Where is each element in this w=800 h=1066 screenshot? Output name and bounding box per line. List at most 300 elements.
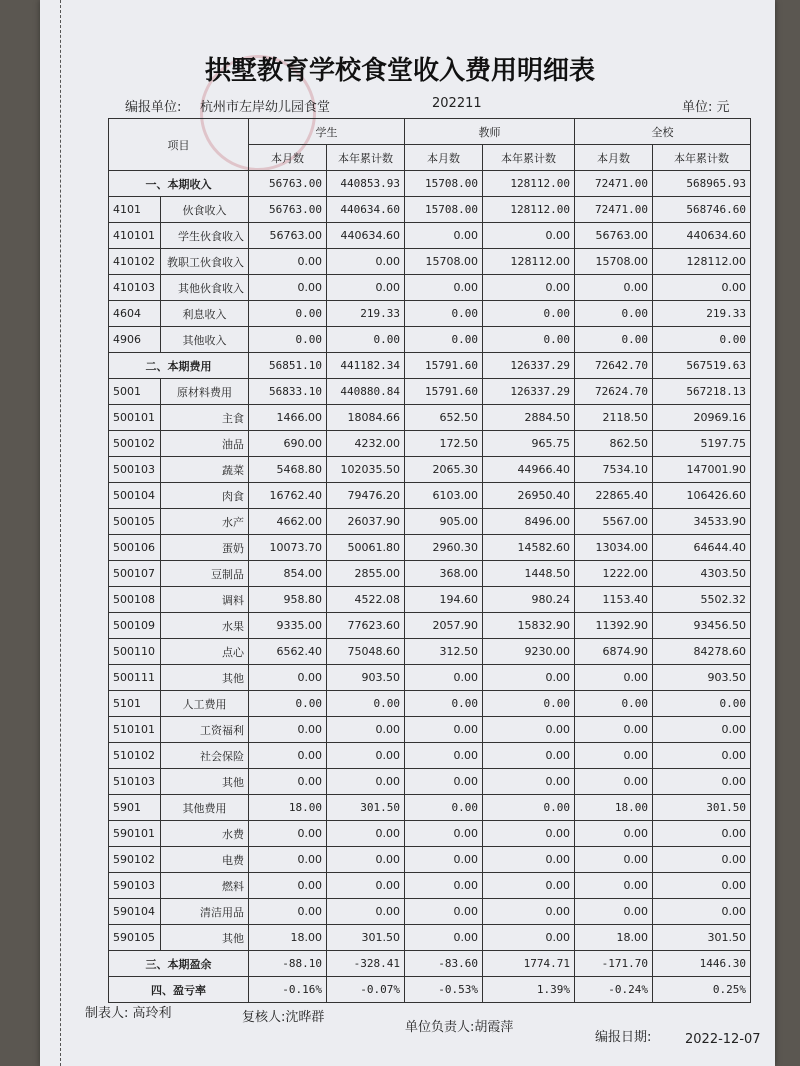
value-cell: 0.00 — [483, 743, 575, 769]
account-name: 豆制品 — [161, 561, 249, 587]
value-cell: -0.24% — [575, 977, 653, 1003]
value-cell: 0.00 — [249, 691, 327, 717]
unit-head: 单位负责人:胡霞萍 — [405, 1020, 514, 1035]
value-cell: 0.00 — [575, 275, 653, 301]
table-row — [109, 639, 751, 665]
value-cell: 0.00 — [483, 847, 575, 873]
value-cell: 0.00 — [327, 847, 405, 873]
value-cell: 0.00 — [575, 821, 653, 847]
value-cell: 77623.60 — [327, 613, 405, 639]
value-cell: 441182.34 — [327, 353, 405, 379]
value-cell: 0.00 — [327, 769, 405, 795]
table-row — [109, 301, 751, 327]
value-cell: 368.00 — [405, 561, 483, 587]
value-cell: 44966.40 — [483, 457, 575, 483]
value-cell: 0.00 — [405, 691, 483, 717]
account-name: 主食 — [161, 405, 249, 431]
value-cell: 0.00 — [249, 327, 327, 353]
value-cell: 690.00 — [249, 431, 327, 457]
report-period: 202211 — [432, 96, 482, 111]
value-cell: 15708.00 — [575, 249, 653, 275]
value-cell: 0.00 — [483, 795, 575, 821]
value-cell: 6562.40 — [249, 639, 327, 665]
value-cell: 0.00 — [405, 223, 483, 249]
account-code: 500104 — [109, 483, 161, 509]
value-cell: 15791.60 — [405, 353, 483, 379]
account-code: 500107 — [109, 561, 161, 587]
value-cell: 440880.84 — [327, 379, 405, 405]
header-year: 本年累计数 — [653, 145, 751, 171]
table-row — [109, 197, 751, 223]
value-cell: 4303.50 — [653, 561, 751, 587]
value-cell: 0.00 — [483, 769, 575, 795]
value-cell: 2057.90 — [405, 613, 483, 639]
table-row — [109, 509, 751, 535]
account-code: 5001 — [109, 379, 161, 405]
value-cell: 5502.32 — [653, 587, 751, 613]
value-cell: 440634.60 — [327, 223, 405, 249]
value-cell: 15708.00 — [405, 249, 483, 275]
value-cell: 2118.50 — [575, 405, 653, 431]
table-row — [109, 795, 751, 821]
header-item: 项目 — [109, 119, 249, 171]
table-row — [109, 483, 751, 509]
account-code: 410101 — [109, 223, 161, 249]
value-cell: 1466.00 — [249, 405, 327, 431]
account-name: 清洁用品 — [161, 899, 249, 925]
account-name: 其他 — [161, 769, 249, 795]
account-code: 500101 — [109, 405, 161, 431]
value-cell: 2855.00 — [327, 561, 405, 587]
value-cell: 128112.00 — [483, 197, 575, 223]
value-cell: 567218.13 — [653, 379, 751, 405]
account-code: 4906 — [109, 327, 161, 353]
value-cell: 652.50 — [405, 405, 483, 431]
header-month: 本月数 — [575, 145, 653, 171]
value-cell: 0.00 — [575, 327, 653, 353]
value-cell: 0.00 — [405, 665, 483, 691]
value-cell: 0.00 — [249, 249, 327, 275]
value-cell: 0.00 — [327, 249, 405, 275]
maker: 制表人: 高玲利 — [85, 1006, 172, 1021]
account-code: 510103 — [109, 769, 161, 795]
value-cell: 128112.00 — [653, 249, 751, 275]
value-cell: 9230.00 — [483, 639, 575, 665]
account-code: 5901 — [109, 795, 161, 821]
table-row — [109, 691, 751, 717]
table-row — [109, 899, 751, 925]
value-cell: 0.00 — [405, 925, 483, 951]
value-cell: 0.00 — [327, 899, 405, 925]
detail-table — [108, 118, 751, 1003]
account-name: 其他费用 — [161, 795, 249, 821]
value-cell: 0.00 — [405, 847, 483, 873]
value-cell: 0.00 — [575, 899, 653, 925]
unit-label: 编报单位: — [125, 100, 182, 115]
table-row — [109, 925, 751, 951]
value-cell: 102035.50 — [327, 457, 405, 483]
table-row — [109, 457, 751, 483]
value-cell: 0.00 — [483, 223, 575, 249]
value-cell: 0.00 — [249, 743, 327, 769]
value-cell: 0.00 — [653, 275, 751, 301]
value-cell: 0.00 — [327, 743, 405, 769]
value-cell: 1153.40 — [575, 587, 653, 613]
value-cell: 56763.00 — [575, 223, 653, 249]
account-name: 油品 — [161, 431, 249, 457]
value-cell: 568746.60 — [653, 197, 751, 223]
account-name: 利息收入 — [161, 301, 249, 327]
value-cell: 0.00 — [575, 665, 653, 691]
value-cell: 18.00 — [575, 795, 653, 821]
account-code: 500103 — [109, 457, 161, 483]
value-cell: 0.00 — [483, 821, 575, 847]
value-cell: 0.00 — [483, 665, 575, 691]
value-cell: 854.00 — [249, 561, 327, 587]
table-row — [109, 743, 751, 769]
table-row — [109, 613, 751, 639]
value-cell: 56763.00 — [249, 171, 327, 197]
value-cell: 4662.00 — [249, 509, 327, 535]
value-cell: 1.39% — [483, 977, 575, 1003]
value-cell: 0.00 — [249, 847, 327, 873]
value-cell: 93456.50 — [653, 613, 751, 639]
table-row — [109, 665, 751, 691]
value-cell: 0.00 — [653, 717, 751, 743]
value-cell: 301.50 — [653, 795, 751, 821]
table-row — [109, 275, 751, 301]
value-cell: 172.50 — [405, 431, 483, 457]
value-cell: 15708.00 — [405, 171, 483, 197]
value-cell: 106426.60 — [653, 483, 751, 509]
value-cell: 5468.80 — [249, 457, 327, 483]
value-cell: 15708.00 — [405, 197, 483, 223]
account-name: 原材料费用 — [161, 379, 249, 405]
value-cell: 301.50 — [327, 925, 405, 951]
value-cell: 301.50 — [327, 795, 405, 821]
value-cell: 2065.30 — [405, 457, 483, 483]
value-cell: 0.00 — [483, 301, 575, 327]
table-row — [109, 847, 751, 873]
value-cell: 64644.40 — [653, 535, 751, 561]
value-cell: 0.00 — [405, 327, 483, 353]
value-cell: 79476.20 — [327, 483, 405, 509]
value-cell: 0.00 — [575, 847, 653, 873]
account-name: 蛋奶 — [161, 535, 249, 561]
value-cell: 0.00 — [483, 275, 575, 301]
value-cell: 0.00 — [405, 275, 483, 301]
value-cell: 0.00 — [653, 769, 751, 795]
value-cell: 0.00 — [405, 899, 483, 925]
value-cell: 128112.00 — [483, 249, 575, 275]
account-code: 5101 — [109, 691, 161, 717]
value-cell: 194.60 — [405, 587, 483, 613]
value-cell: -83.60 — [405, 951, 483, 977]
value-cell: 0.00 — [483, 327, 575, 353]
value-cell: 0.00 — [405, 873, 483, 899]
account-code: 500106 — [109, 535, 161, 561]
value-cell: 0.00 — [575, 301, 653, 327]
account-name: 水果 — [161, 613, 249, 639]
value-cell: 0.00 — [653, 821, 751, 847]
value-cell: 72624.70 — [575, 379, 653, 405]
value-cell: 56763.00 — [249, 197, 327, 223]
value-cell: 0.00 — [483, 873, 575, 899]
value-cell: 72471.00 — [575, 197, 653, 223]
value-cell: 50061.80 — [327, 535, 405, 561]
value-cell: 0.00 — [405, 743, 483, 769]
value-cell: 2960.30 — [405, 535, 483, 561]
account-code: 590101 — [109, 821, 161, 847]
value-cell: 2884.50 — [483, 405, 575, 431]
account-name: 点心 — [161, 639, 249, 665]
value-cell: 219.33 — [327, 301, 405, 327]
value-cell: 15791.60 — [405, 379, 483, 405]
value-cell: 0.00 — [483, 899, 575, 925]
value-cell: 440634.60 — [653, 223, 751, 249]
account-name: 蔬菜 — [161, 457, 249, 483]
account-code: 500110 — [109, 639, 161, 665]
value-cell: -328.41 — [327, 951, 405, 977]
value-cell: 15832.90 — [483, 613, 575, 639]
table-row — [109, 379, 751, 405]
unit-name: 杭州市左岸幼儿园食堂 — [200, 100, 331, 115]
value-cell: 20969.16 — [653, 405, 751, 431]
value-cell: 4522.08 — [327, 587, 405, 613]
value-cell: 903.50 — [653, 665, 751, 691]
account-name: 水费 — [161, 821, 249, 847]
table-row — [109, 327, 751, 353]
table-row — [109, 249, 751, 275]
section-label: 四、盈亏率 — [109, 977, 249, 1003]
value-cell: -0.53% — [405, 977, 483, 1003]
account-name: 肉食 — [161, 483, 249, 509]
table-row — [109, 821, 751, 847]
value-cell: 0.00 — [653, 691, 751, 717]
account-name: 燃料 — [161, 873, 249, 899]
value-cell: 958.80 — [249, 587, 327, 613]
account-code: 410103 — [109, 275, 161, 301]
account-name: 社会保险 — [161, 743, 249, 769]
value-cell: 0.00 — [249, 275, 327, 301]
value-cell: 0.00 — [327, 717, 405, 743]
table-row — [109, 951, 751, 977]
account-code: 410102 — [109, 249, 161, 275]
table-row — [109, 171, 751, 197]
account-name: 调料 — [161, 587, 249, 613]
value-cell: 11392.90 — [575, 613, 653, 639]
value-cell: 1446.30 — [653, 951, 751, 977]
value-cell: 0.00 — [653, 899, 751, 925]
value-cell: 1222.00 — [575, 561, 653, 587]
value-cell: 0.00 — [575, 769, 653, 795]
value-cell: 0.00 — [483, 691, 575, 717]
header-month: 本月数 — [249, 145, 327, 171]
account-name: 其他收入 — [161, 327, 249, 353]
value-cell: 567519.63 — [653, 353, 751, 379]
value-cell: 10073.70 — [249, 535, 327, 561]
value-cell: 16762.40 — [249, 483, 327, 509]
account-code: 500102 — [109, 431, 161, 457]
value-cell: 568965.93 — [653, 171, 751, 197]
currency-unit: 单位: 元 — [682, 100, 730, 115]
perforation-line — [60, 0, 61, 1066]
value-cell: 0.00 — [653, 743, 751, 769]
table-row — [109, 977, 751, 1003]
value-cell: 18.00 — [249, 925, 327, 951]
value-cell: 0.00 — [249, 873, 327, 899]
header-group-student: 学生 — [249, 119, 405, 145]
value-cell: 312.50 — [405, 639, 483, 665]
value-cell: 301.50 — [653, 925, 751, 951]
value-cell: 18084.66 — [327, 405, 405, 431]
value-cell: 0.00 — [327, 327, 405, 353]
value-cell: 862.50 — [575, 431, 653, 457]
date-label: 编报日期: — [595, 1030, 652, 1045]
value-cell: 9335.00 — [249, 613, 327, 639]
value-cell: 0.00 — [405, 717, 483, 743]
value-cell: 0.00 — [249, 665, 327, 691]
value-cell: 7534.10 — [575, 457, 653, 483]
value-cell: 0.00 — [405, 795, 483, 821]
value-cell: 4232.00 — [327, 431, 405, 457]
value-cell: 5567.00 — [575, 509, 653, 535]
value-cell: -0.16% — [249, 977, 327, 1003]
account-name: 其他伙食收入 — [161, 275, 249, 301]
value-cell: 440853.93 — [327, 171, 405, 197]
value-cell: 8496.00 — [483, 509, 575, 535]
account-code: 4101 — [109, 197, 161, 223]
value-cell: 72471.00 — [575, 171, 653, 197]
value-cell: 0.00 — [405, 301, 483, 327]
value-cell: -0.07% — [327, 977, 405, 1003]
value-cell: 0.00 — [575, 873, 653, 899]
value-cell: 0.00 — [327, 873, 405, 899]
account-code: 590104 — [109, 899, 161, 925]
value-cell: 5197.75 — [653, 431, 751, 457]
value-cell: 0.00 — [575, 691, 653, 717]
value-cell: 56851.10 — [249, 353, 327, 379]
account-name: 其他 — [161, 665, 249, 691]
section-label: 二、本期费用 — [109, 353, 249, 379]
value-cell: 34533.90 — [653, 509, 751, 535]
value-cell: 22865.40 — [575, 483, 653, 509]
value-cell: 965.75 — [483, 431, 575, 457]
value-cell: 0.25% — [653, 977, 751, 1003]
value-cell: 0.00 — [405, 821, 483, 847]
table-row — [109, 587, 751, 613]
account-code: 500108 — [109, 587, 161, 613]
account-code: 590102 — [109, 847, 161, 873]
value-cell: 0.00 — [405, 769, 483, 795]
account-code: 500105 — [109, 509, 161, 535]
value-cell: 903.50 — [327, 665, 405, 691]
value-cell: 26037.90 — [327, 509, 405, 535]
value-cell: 0.00 — [483, 717, 575, 743]
account-code: 510102 — [109, 743, 161, 769]
value-cell: 75048.60 — [327, 639, 405, 665]
value-cell: 72642.70 — [575, 353, 653, 379]
account-name: 其他 — [161, 925, 249, 951]
table-row — [109, 873, 751, 899]
value-cell: 0.00 — [575, 717, 653, 743]
value-cell: 0.00 — [249, 301, 327, 327]
value-cell: 6103.00 — [405, 483, 483, 509]
account-code: 500111 — [109, 665, 161, 691]
value-cell: 905.00 — [405, 509, 483, 535]
account-code: 4604 — [109, 301, 161, 327]
value-cell: 0.00 — [327, 275, 405, 301]
value-cell: 0.00 — [327, 691, 405, 717]
value-cell: 128112.00 — [483, 171, 575, 197]
value-cell: 980.24 — [483, 587, 575, 613]
value-cell: 0.00 — [575, 743, 653, 769]
value-cell: 18.00 — [249, 795, 327, 821]
value-cell: -88.10 — [249, 951, 327, 977]
value-cell: 13034.00 — [575, 535, 653, 561]
value-cell: 0.00 — [249, 769, 327, 795]
section-label: 一、本期收入 — [109, 171, 249, 197]
account-code: 500109 — [109, 613, 161, 639]
value-cell: 219.33 — [653, 301, 751, 327]
table-row — [109, 223, 751, 249]
account-code: 590103 — [109, 873, 161, 899]
report-date: 2022-12-07 — [685, 1032, 761, 1047]
header-year: 本年累计数 — [327, 145, 405, 171]
value-cell: 18.00 — [575, 925, 653, 951]
value-cell: 1448.50 — [483, 561, 575, 587]
table-row — [109, 561, 751, 587]
table-row — [109, 535, 751, 561]
value-cell: 56763.00 — [249, 223, 327, 249]
table-row — [109, 431, 751, 457]
section-label: 三、本期盈余 — [109, 951, 249, 977]
value-cell: 84278.60 — [653, 639, 751, 665]
header-row-groups — [109, 119, 751, 145]
value-cell: 126337.29 — [483, 379, 575, 405]
value-cell: 126337.29 — [483, 353, 575, 379]
value-cell: 14582.60 — [483, 535, 575, 561]
table-row — [109, 717, 751, 743]
account-code: 510101 — [109, 717, 161, 743]
account-code: 590105 — [109, 925, 161, 951]
value-cell: 0.00 — [653, 873, 751, 899]
value-cell: 0.00 — [327, 821, 405, 847]
report-title: 拱墅教育学校食堂收入费用明细表 — [204, 56, 595, 86]
account-name: 电费 — [161, 847, 249, 873]
value-cell: 440634.60 — [327, 197, 405, 223]
value-cell: 56833.10 — [249, 379, 327, 405]
value-cell: 0.00 — [483, 925, 575, 951]
value-cell: 0.00 — [249, 821, 327, 847]
value-cell: 0.00 — [249, 717, 327, 743]
value-cell: 0.00 — [653, 847, 751, 873]
value-cell: 147001.90 — [653, 457, 751, 483]
value-cell: 0.00 — [653, 327, 751, 353]
account-name: 学生伙食收入 — [161, 223, 249, 249]
header-month: 本月数 — [405, 145, 483, 171]
header-year: 本年累计数 — [483, 145, 575, 171]
value-cell: -171.70 — [575, 951, 653, 977]
reviewer: 复核人:沈晔群 — [242, 1010, 325, 1025]
account-name: 伙食收入 — [161, 197, 249, 223]
table-row — [109, 769, 751, 795]
value-cell: 0.00 — [249, 899, 327, 925]
header-group-school: 全校 — [575, 119, 751, 145]
header-group-teacher: 教师 — [405, 119, 575, 145]
table-row — [109, 405, 751, 431]
account-name: 人工费用 — [161, 691, 249, 717]
